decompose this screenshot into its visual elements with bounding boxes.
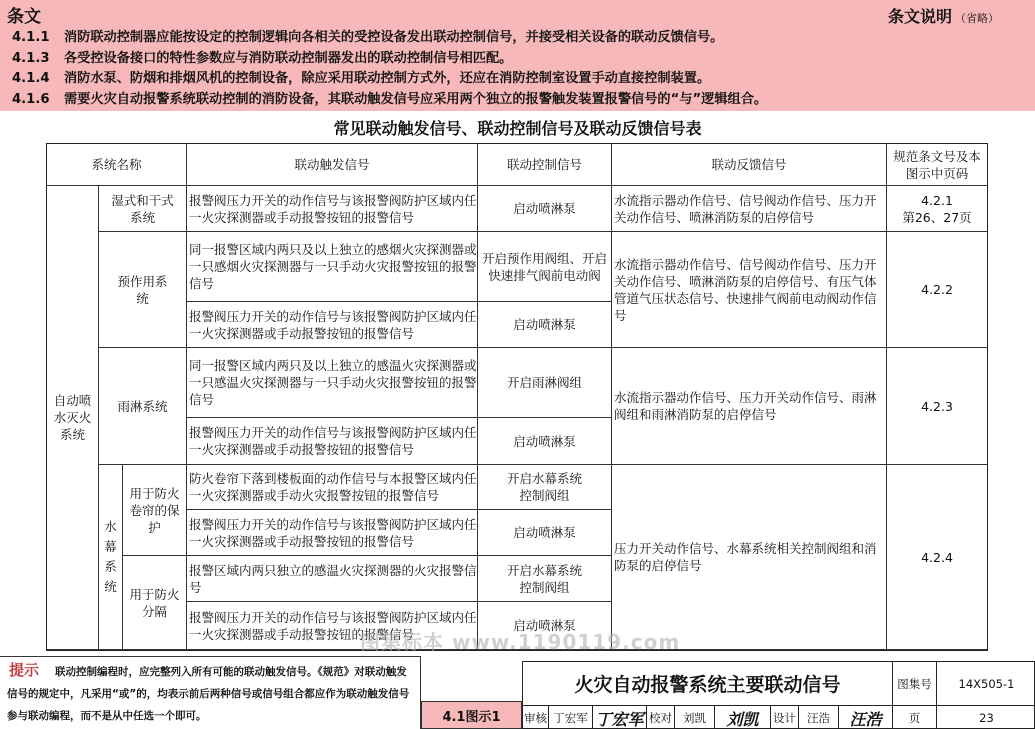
clause-number: 4.1.3 bbox=[12, 50, 50, 66]
system-water-curtain bbox=[99, 465, 123, 650]
control-cell: 启动喷淋泵 bbox=[478, 418, 612, 465]
design-signature: 汪浩 bbox=[839, 706, 893, 729]
system-preaction: 预作用系统 bbox=[99, 232, 187, 348]
clause-number: 4.1.6 bbox=[12, 91, 50, 107]
watermark: 图集标本 www.1190119.com bbox=[360, 630, 681, 654]
control-cell: 启动喷淋泵 bbox=[478, 510, 612, 556]
clause-number: 4.1.4 bbox=[12, 71, 50, 86]
trigger-cell: 报警阀压力开关的动作信号与该报警阀防护区域内任一火灾探测器或手动报警按钮的报警信号 bbox=[187, 302, 478, 348]
clause-note bbox=[888, 4, 999, 27]
clause-list bbox=[12, 28, 767, 110]
review-signature: 丁宏军 bbox=[593, 706, 647, 729]
group-name: 自动喷水灭火系统 bbox=[47, 186, 99, 650]
control-cell: 开启水幕系统控制阀组 bbox=[478, 556, 612, 602]
ref-clause: 4.2.1 bbox=[921, 192, 953, 208]
header-feedback: 联动反馈信号 bbox=[612, 144, 887, 186]
trigger-cell: 报警阀压力开关的动作信号与该报警阀防护区域内任一火灾探测器或手动报警按钮的报警信号 bbox=[187, 418, 478, 465]
header-ref: 规范条文号及本图示中页码 bbox=[887, 144, 987, 186]
check-name: 刘凯 bbox=[675, 706, 715, 729]
ref-page: 第26、27页 bbox=[902, 209, 972, 225]
tip-box bbox=[0, 656, 421, 729]
ref-cell: 4.2.4 bbox=[887, 465, 987, 650]
feedback-cell: 水流指示器动作信号、信号阀动作信号、压力开关动作信号、喷淋消防泵的启停信号、有压气体管道气压状态信号、快速排气阀前电动阀动作信号 bbox=[612, 232, 887, 348]
check-label: 校对 bbox=[647, 706, 675, 729]
control-cell: 启动喷淋泵 bbox=[478, 186, 612, 232]
clause-item bbox=[12, 49, 767, 70]
clause-item bbox=[12, 90, 767, 111]
feedback-cell: 水流指示器动作信号、压力开关动作信号、雨淋阀组和雨淋消防泵的启停信号 bbox=[612, 348, 887, 465]
tip-label: 提示 bbox=[9, 661, 40, 679]
clause-note-sub: （省略） bbox=[955, 12, 999, 25]
clause-text: 各受控设备接口的特性参数应与消防联动控制器发出的联动控制信号相匹配。 bbox=[64, 50, 513, 66]
subsystem-fire-shutter: 用于防火卷帘的保护 bbox=[123, 465, 187, 556]
table-title: 常见联动触发信号、联动控制信号及联动反馈信号表 bbox=[333, 119, 702, 138]
atlas-number: 14X505-1 bbox=[937, 662, 1035, 706]
trigger-cell: 报警阀压力开关的动作信号与该报警阀防护区域内任一火灾探测器或手动报警按钮的报警信号 bbox=[187, 510, 478, 556]
page-number: 23 bbox=[979, 711, 994, 725]
review-label: 审核 bbox=[523, 706, 549, 729]
clause-text: 需要火灾自动报警系统联动控制的消防设备，其联动触发信号应采用两个独立的报警触发装置报警信号的“与”逻辑组合。 bbox=[64, 91, 768, 107]
header-trigger: 联动触发信号 bbox=[187, 144, 478, 186]
control-cell: 开启水幕系统控制阀组 bbox=[478, 465, 612, 510]
clause-heading: 条文 bbox=[7, 7, 41, 27]
feedback-cell: 水流指示器动作信号、信号阀动作信号、压力开关动作信号、喷淋消防泵的启停信号 bbox=[612, 186, 887, 232]
drawing-title: 火灾自动报警系统主要联动信号 bbox=[523, 662, 893, 706]
clause-text: 消防联动控制器应能按设定的控制逻辑向各相关的受控设备发出联动控制信号，并接受相关设备的联动反馈信号。 bbox=[64, 30, 724, 45]
clause-band bbox=[0, 0, 1035, 111]
header-control: 联动控制信号 bbox=[478, 144, 612, 186]
clause-note-title: 条文说明 bbox=[887, 7, 952, 26]
clause-item bbox=[12, 69, 767, 90]
system-deluge: 雨淋系统 bbox=[99, 348, 187, 465]
control-cell: 启动喷淋泵 bbox=[478, 302, 612, 348]
design-label: 设计 bbox=[771, 706, 799, 729]
clause-number: 4.1.1 bbox=[12, 30, 50, 45]
design-name: 汪浩 bbox=[799, 706, 839, 729]
page-label: 页 bbox=[893, 706, 937, 729]
trigger-cell: 报警区域内两只独立的感温火灾探测器的火灾报警信号 bbox=[187, 556, 478, 602]
clause-text: 消防水泵、防烟和排烟风机的控制设备，除应采用联动控制方式外，还应在消防控制室设置手动直接控制装置。 bbox=[64, 71, 711, 86]
vertical-char: 幕 bbox=[104, 539, 117, 554]
clause-item bbox=[12, 28, 767, 49]
trigger-cell: 同一报警区域内两只及以上独立的感温火灾探测器或一只感温火灾探测器与一只手动火灾报警按钮的报警信号 bbox=[187, 348, 478, 418]
tip-text: 联动控制编程时，应完整列入所有可能的联动触发信号。《规范》对联动触发信号的规定中，凡采用“或”的，均表示前后两种信号或信号组合都应作为联动触发信号参与联动编程，而不是从中任选一个即可。 bbox=[7, 666, 410, 722]
header-system: 系统名称 bbox=[47, 144, 187, 186]
trigger-cell: 同一报警区域内两只及以上独立的感烟火灾探测器或一只感烟火灾探测器与一只手动火灾报警按钮的报警信号 bbox=[187, 232, 478, 302]
feedback-cell: 压力开关动作信号、水幕系统相关控制阀组和消防泵的启停信号 bbox=[612, 465, 887, 650]
title-block bbox=[522, 661, 1035, 729]
trigger-cell: 报警阀压力开关的动作信号与该报警阀防护区域内任一火灾探测器或手动报警按钮的报警信号 bbox=[187, 186, 478, 232]
linkage-signal-table bbox=[46, 143, 988, 651]
trigger-cell: 防火卷帘下落到楼板面的动作信号与本报警区域内任一火灾探测器或手动火灾报警按钮的报警信号 bbox=[187, 465, 478, 510]
review-name: 丁宏军 bbox=[549, 706, 593, 729]
ref-cell: 4.2.3 bbox=[887, 348, 987, 465]
vertical-char: 统 bbox=[104, 579, 117, 594]
system-wet-dry: 湿式和干式系统 bbox=[99, 186, 187, 232]
ref-cell bbox=[887, 186, 987, 232]
system-water-curtain-label bbox=[104, 517, 117, 597]
check-signature: 刘凯 bbox=[715, 706, 771, 729]
ref-cell: 4.2.2 bbox=[887, 232, 987, 348]
subsystem-separation: 用于防火分隔 bbox=[123, 556, 187, 650]
figure-number: 4.1图示1 bbox=[421, 701, 522, 729]
atlas-label: 图集号 bbox=[893, 662, 937, 706]
vertical-char: 系 bbox=[104, 559, 117, 574]
vertical-char: 水 bbox=[104, 519, 117, 534]
trigger-cell: 报警阀压力开关的动作信号与该报警阀防护区域内任一火灾探测器或手动报警按钮的报警信号 bbox=[187, 602, 478, 650]
control-cell: 启动喷淋泵 bbox=[478, 602, 612, 650]
control-cell: 开启预作用阀组、开启快速排气阀前电动阀 bbox=[478, 232, 612, 302]
control-cell: 开启雨淋阀组 bbox=[478, 348, 612, 418]
